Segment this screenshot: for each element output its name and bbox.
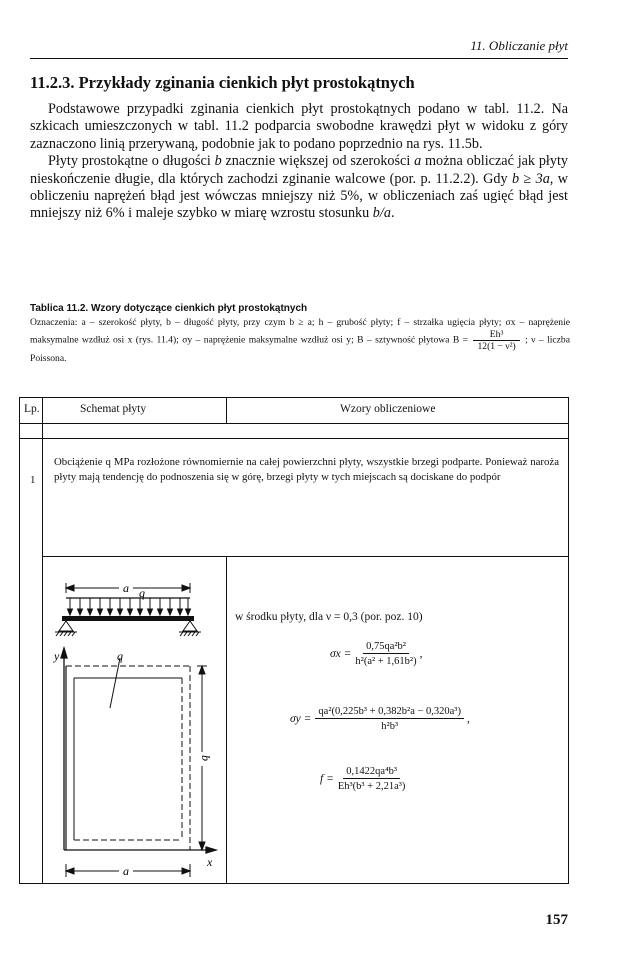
table-caption	[30, 302, 570, 366]
body-text	[30, 101, 568, 223]
paragraph-1: Podstawowe przypadki zginania cienkich płyt prostokątnych podano w tabl. 11.2. Na szkicach umieszczonych w tabl. 11.2 podparcia swobodne krawędzi płyt w widoku z góry zaznaczono linią przerywaną, podobnie jak to podano poprzednio na rys. 11.5b.	[30, 101, 568, 152]
plate-sketch	[44, 568, 224, 884]
p2-part: Płyty prostokątne o długości	[48, 153, 215, 170]
plate-plan	[66, 666, 190, 850]
var-a: a	[414, 153, 422, 170]
sigma-x-comma: ,	[419, 648, 423, 660]
formula-intro: w środku płyty, dla ν = 0,3 (por. poz. 10)	[235, 611, 423, 623]
label-a-bottom: a	[123, 864, 129, 878]
page-number: 157	[545, 912, 568, 928]
p2-part: , w obliczeniu naprężeń błąd jest wówczas mniejszy niż 5%, w obliczeniach zaś ugięć błąd jest mniejszy niż 6% i maleje szybko w miarę wzrostu stosunku	[30, 170, 568, 222]
label-x-axis: x	[207, 855, 213, 869]
sigma-x-lhs: σx =	[330, 648, 352, 660]
label-b: b	[199, 755, 213, 761]
deflection-denominator: Eh³(b³ + 2,21a³)	[337, 781, 406, 792]
formula-table	[19, 397, 569, 884]
header-rule	[30, 58, 568, 59]
p2-part: .	[390, 205, 395, 222]
x-axis	[64, 847, 216, 853]
table-inner-rule	[42, 556, 568, 557]
table-row-rule	[20, 438, 568, 439]
p2-part: można obliczać jak płyty nieskończenie długie, dla których zachodzi zginanie walcowe (por. p. 11.2.2). Gdy	[30, 153, 569, 187]
formula-sigma-y	[290, 706, 470, 732]
table-col-divider	[42, 398, 43, 884]
load-arrows	[66, 598, 191, 615]
row-description: Obciążenie q MPa rozłożone równomiernie na całej powierzchni płyty, wszystkie brzegi podparte. Ponieważ naroża płyty mają tendencję do podnoszenia się w górę, brzegi płyty w tych miejscach są dociskane do podpór	[54, 456, 559, 483]
condition-b-ge-3a: b ≥ 3a	[511, 170, 550, 187]
sigma-y-lhs: σy =	[290, 713, 312, 725]
label-a-top: a	[123, 581, 129, 595]
table-caption-title: Tablica 11.2. Wzory dotyczące cienkich płyt prostokątnych	[30, 303, 308, 314]
table-col-divider	[226, 398, 227, 423]
formula-sigma-x	[330, 641, 422, 667]
sigma-x-numerator: 0,75qa²b²	[363, 641, 409, 654]
deflection-fraction	[338, 766, 406, 792]
section-title: 11.2.3. Przykłady zginania cienkich płyt prostokątnych	[30, 73, 415, 92]
sigma-y-comma: ,	[466, 713, 470, 725]
plate-section	[62, 616, 194, 621]
table-inner-divider	[226, 556, 227, 884]
sigma-y-denominator: h²b³	[381, 721, 399, 732]
sigma-x-denominator: h²(a² + 1,61b²)	[355, 656, 417, 667]
var-b: b	[214, 153, 222, 170]
poisson-note: ; ν – liczba Poissona.	[30, 334, 570, 365]
deflection-lhs: f =	[320, 773, 334, 785]
notes-text: Oznaczenia: a – szerokość płyty, b – długość płyty, przy czym b ≥ a; h – grubość płyty; f – strzałka ugięcia płyty; σx – naprężenie maksymalne wzdłuż osi x (rys. 11.4); σy – naprężenie maksymalne wzdłuż osi y; B – sztywność płytowa B =	[30, 316, 570, 346]
support-right-icon	[179, 621, 201, 636]
ratio-b-a: b/a	[372, 205, 391, 222]
running-header: 11. Obliczanie płyt	[470, 38, 568, 53]
formula-deflection	[320, 766, 408, 792]
header-wzory: Wzory obliczeniowe	[340, 403, 436, 415]
table-header-rule	[20, 423, 568, 424]
label-q-plan: q	[117, 649, 123, 663]
stiffness-fraction	[473, 329, 519, 352]
header-schemat: Schemat płyty	[80, 403, 147, 415]
label-y-axis: y	[54, 649, 60, 663]
stiffness-denominator: 12(1 − ν²)	[477, 341, 516, 353]
label-q-load: q	[139, 586, 145, 600]
p2-part: znacznie większej od szerokości	[221, 153, 415, 170]
header-lp: Lp.	[24, 403, 40, 415]
stiffness-numerator: Eh³	[473, 329, 519, 341]
sigma-x-fraction	[355, 641, 416, 667]
table-caption-notes	[30, 316, 570, 366]
sigma-y-fraction	[315, 706, 464, 732]
row-number: 1	[30, 474, 36, 486]
sigma-y-numerator: qa²(0,225b³ + 0,382b²a − 0,320a³)	[315, 706, 464, 719]
deflection-numerator: 0,1422qa⁴b³	[343, 766, 400, 779]
support-left-icon	[55, 621, 77, 636]
paragraph-2	[30, 153, 568, 223]
